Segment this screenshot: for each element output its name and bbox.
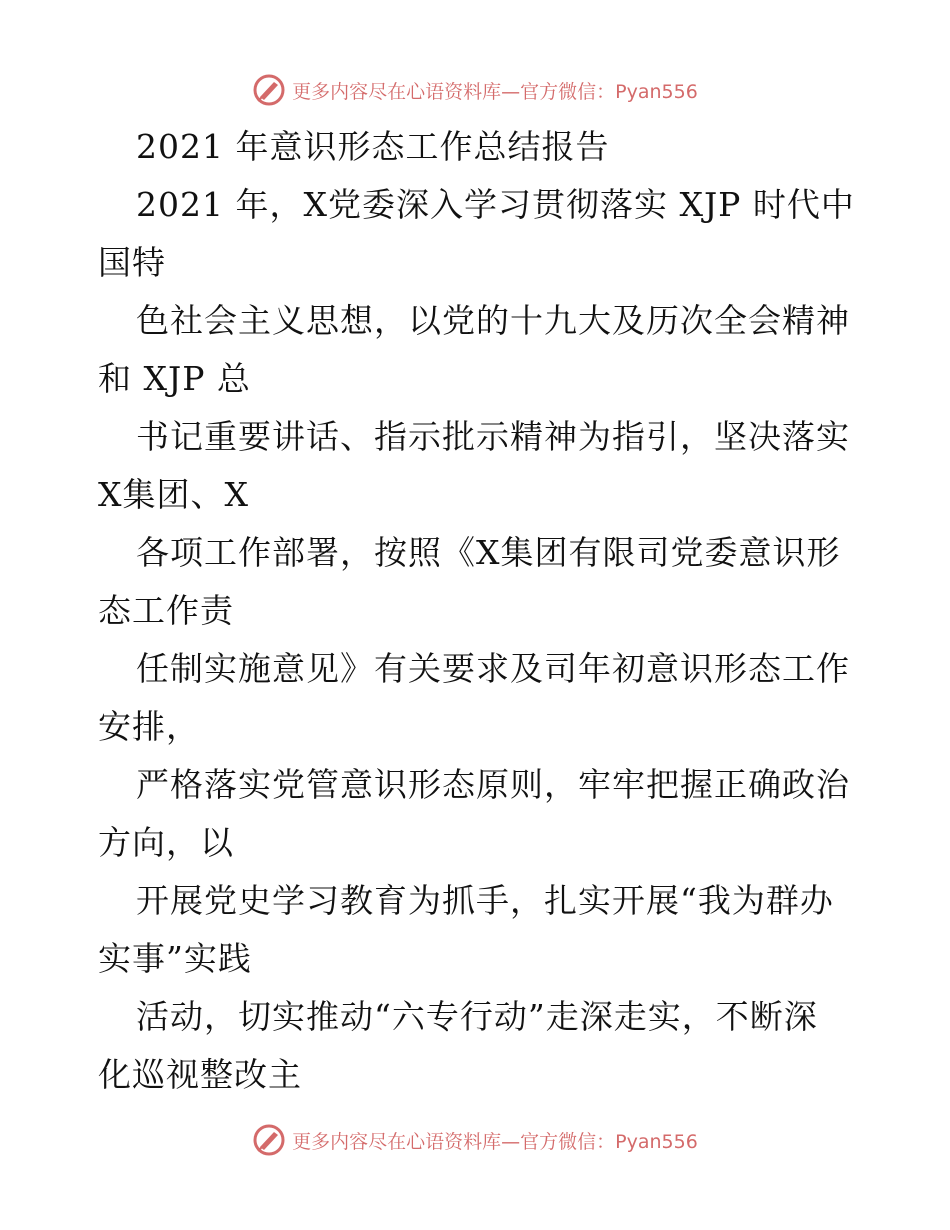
text-line: 严格落实党管意识形态原则，牢牢把握正确政治 [136, 765, 850, 804]
quill-logo-icon [252, 1123, 286, 1157]
text-line: 色社会主义思想，以党的十九大及历次全会精神 [136, 301, 850, 340]
text-line: 2021 年，X党委深入学习贯彻落实 XJP 时代中 [136, 185, 855, 224]
watermark-text: 更多内容尽在心语资料库—官方微信：Pyan556 [292, 1130, 698, 1153]
quill-logo-icon [252, 73, 286, 107]
header-watermark [0, 72, 950, 108]
text-line: 书记重要讲话、指示批示精神为指引，坚决落实 [136, 417, 850, 456]
text-line: 化巡视整改主 [98, 1055, 302, 1094]
text-line: 开展党史学习教育为抓手，扎实开展“我为群办 [136, 881, 834, 920]
document-body [98, 118, 858, 1104]
footer-watermark [0, 1122, 950, 1158]
document-title: 2021 年意识形态工作总结报告 [136, 127, 610, 166]
text-line: 活动，切实推动“六专行动”走深走实，不断深 [136, 997, 818, 1036]
text-line: 任制实施意见》有关要求及司年初意识形态工作 [136, 649, 850, 688]
text-line: 和 XJP 总 [98, 359, 251, 398]
text-line: 实事”实践 [98, 939, 252, 978]
text-line: 方向，以 [98, 823, 234, 862]
text-line: 各项工作部署，按照《X集团有限司党委意识形 [136, 533, 841, 572]
text-line: 国特 [98, 243, 166, 282]
text-line: 态工作责 [98, 591, 234, 630]
text-line: 安排， [98, 707, 200, 746]
text-line: X集团、X [98, 475, 249, 514]
watermark-text: 更多内容尽在心语资料库—官方微信：Pyan556 [292, 80, 698, 103]
